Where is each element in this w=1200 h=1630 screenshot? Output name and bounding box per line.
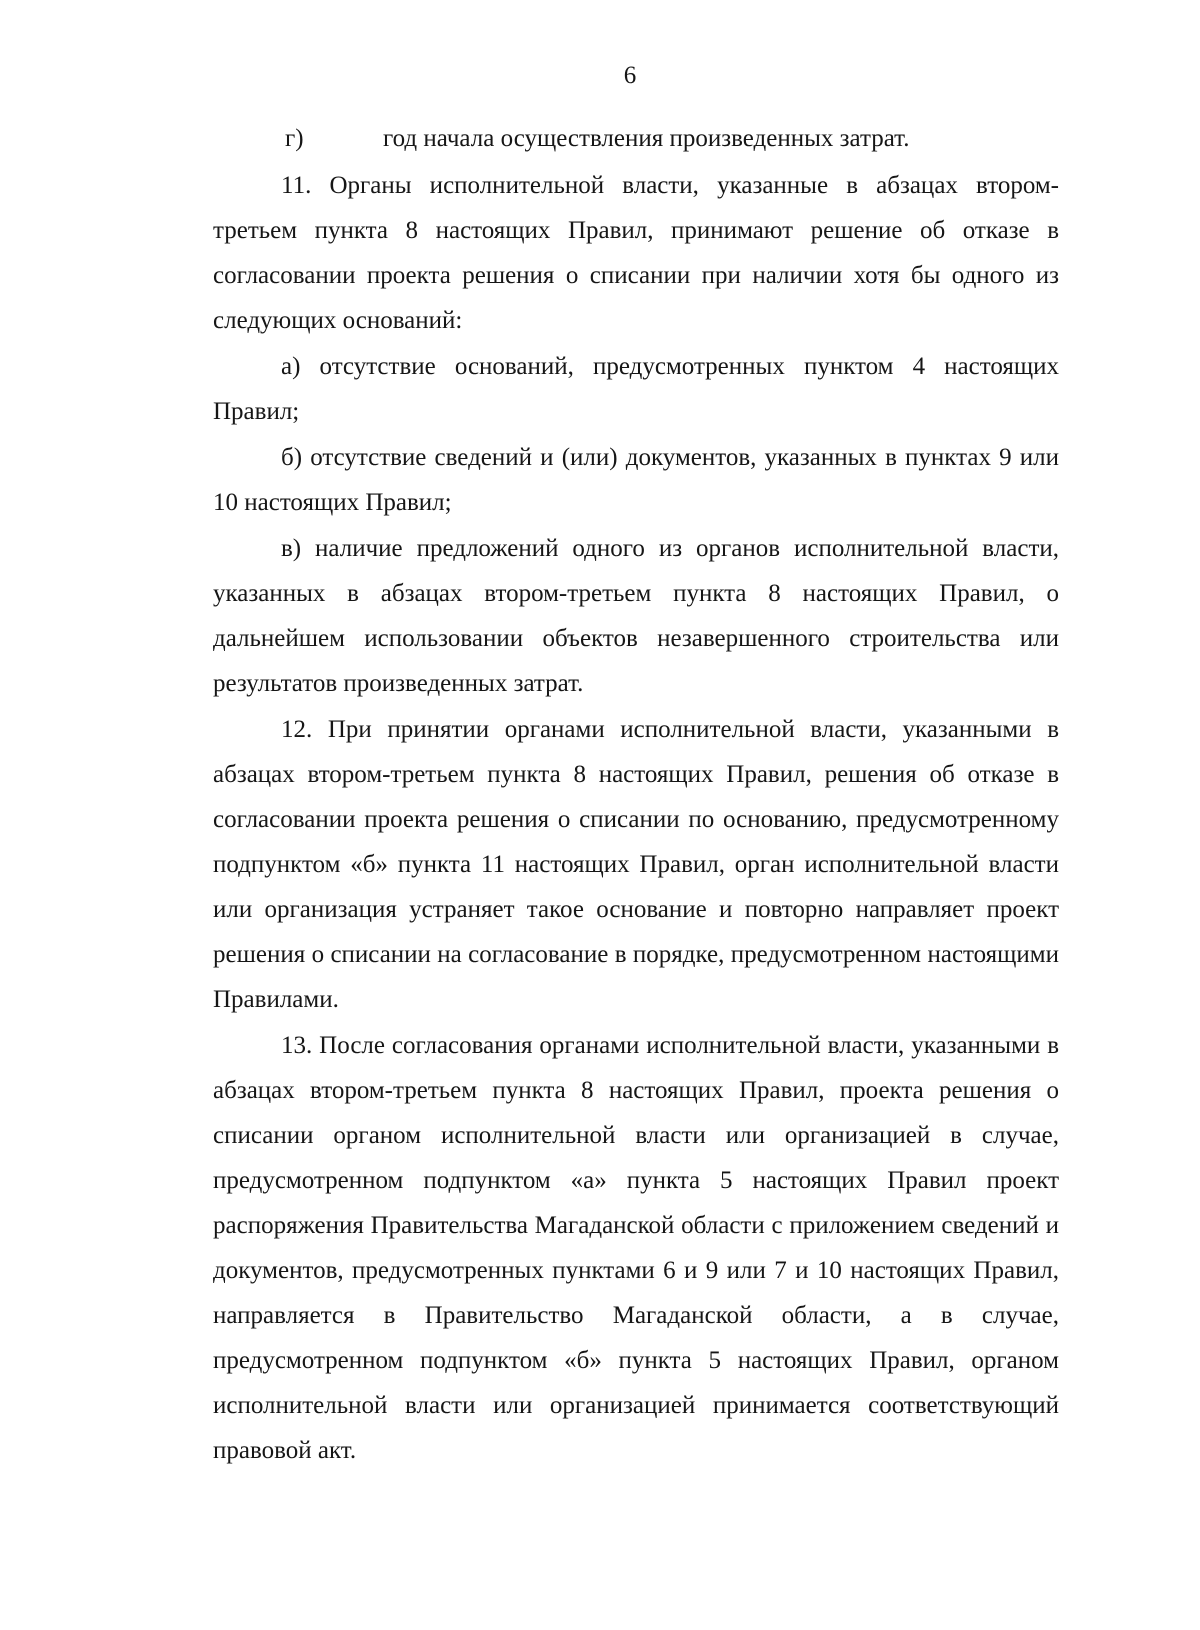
paragraph-11-item-a: а) отсутствие оснований, предусмотренных пунктом 4 настоящих Правил; (213, 353, 1059, 425)
paragraph-11-item-b: б) отсутствие сведений и (или) документов, указанных в пунктах 9 или 10 настоящих Правил; (213, 444, 1059, 516)
paragraph-11-item-v: в) наличие предложений одного из органов исполнительной власти, указанных в абзацах втором-третьем пункта 8 настоящих Правил, о дальнейшем использовании объектов незавершенного строительства или результатов произведенных затрат. (213, 535, 1059, 697)
paragraph-12: 12. При принятии органами исполнительной власти, указанными в абзацах втором-третьем пункта 8 настоящих Правил, решения об отказе в согласовании проекта решения о списании по основанию, предусмотренному подпунктом «б» пункта 11 настоящих Правил, орган исполнительной власти или организация устраняет такое основание и повторно направляет проект решения о списании на согласование в порядке, предусмотренном настоящими Правилами. (213, 716, 1059, 1013)
item-g-marker: г) (285, 125, 304, 152)
item-g-text: год начала осуществления произведенных затрат. (383, 125, 910, 152)
page-number: 6 (623, 62, 637, 89)
paragraph-13: 13. После согласования органами исполнительной власти, указанными в абзацах втором-третьем пункта 8 настоящих Правил, проекта решения о списании органом исполнительной власти или организацией в случае, предусмотренном подпунктом «а» пункта 5 настоящих Правил проект распоряжения Правительства Магаданской области с приложением сведений и документов, предусмотренных пунктами 6 и 9 или 7 и 10 настоящих Правил, направляется в Правительство Магаданской области, а в случае, предусмотренном подпунктом «б» пункта 5 настоящих Правил, органом исполнительной власти или организацией принимается соответствующий правовой акт. (213, 1032, 1059, 1464)
paragraph-item-g (213, 116, 1059, 161)
paragraph-11: 11. Органы исполнительной власти, указанные в абзацах втором-третьем пункта 8 настоящих Правил, принимают решение об отказе в согласовании проекта решения о списании при наличии хотя бы одного из следующих оснований: (213, 172, 1059, 334)
document-body (213, 116, 1059, 1473)
